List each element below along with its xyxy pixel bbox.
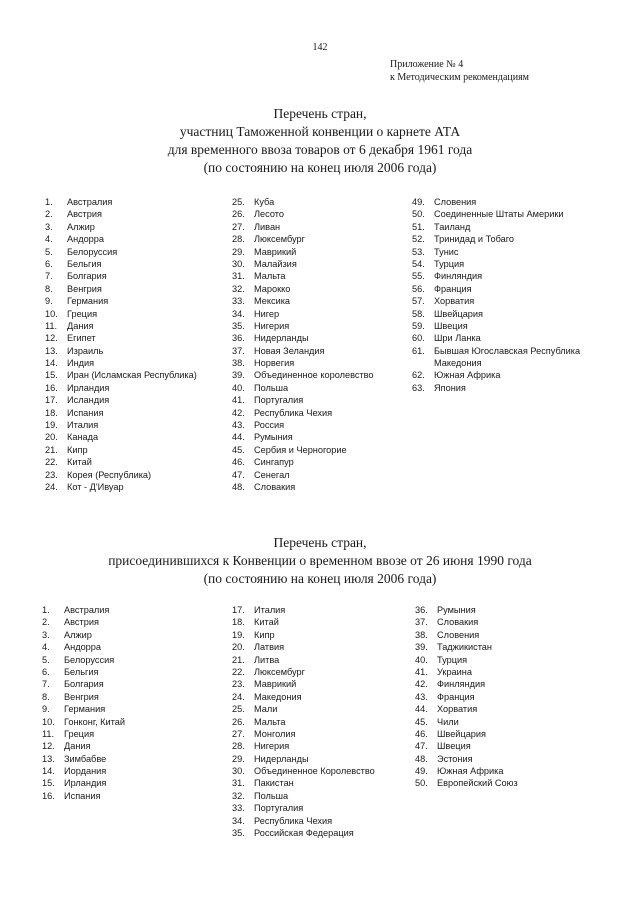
country-name: Объединенное Королевство [254,766,375,777]
country-name: Латвия [254,642,285,653]
country-name: Норвегия [254,358,295,369]
country-number: 30. [232,766,245,777]
country-number: 13. [45,345,58,356]
section2-title: Перечень стран, [273,535,367,550]
country-number: 35. [232,828,245,839]
country-name: Андорра [64,642,102,653]
country-number: 6. [42,666,50,677]
country-name: Бельгия [67,258,102,269]
country-name: Бывшая Югославская Республика Македония [434,345,581,369]
country-name: Сенегал [254,469,290,480]
country-name: Люксембург [254,666,305,677]
country-number: 47. [232,469,245,480]
country-number: 16. [45,382,58,393]
country-name: Пакистан [254,778,294,789]
country-number: 18. [45,407,58,418]
country-name: Нигерия [254,320,290,331]
section1-title: Перечень стран, [273,106,367,121]
country-number: 33. [232,296,245,307]
country-number: 35. [232,320,245,331]
country-name: Франция [434,283,472,294]
country-number: 34. [232,308,245,319]
country-number: 43. [232,420,245,431]
country-name: Канада [67,432,99,443]
country-name: Россия [254,420,285,431]
country-number: 58. [412,308,425,319]
country-name: Тринидад и Тобаго [434,234,515,245]
country-number: 26. [232,209,245,220]
country-number: 29. [232,246,245,257]
country-name: Республика Чехия [254,407,333,418]
country-name: Южная Африка [437,766,504,777]
country-name: Бельгия [64,666,99,677]
country-number: 48. [232,481,245,492]
country-name: Израиль [67,345,104,356]
country-number: 44. [232,432,245,443]
country-name: Румыния [254,432,293,443]
country-number: 50. [412,209,425,220]
country-name: Гонконг, Китай [64,716,126,727]
country-number: 22. [232,666,245,677]
country-name: Испания [67,407,104,418]
country-number: 40. [415,654,428,665]
country-number: 37. [232,345,245,356]
country-name: Германия [67,296,109,307]
country-name: Финляндия [437,679,486,690]
section2-subtitle-1: присоединившихся к Конвенции о временном ввозе от 26 июня 1990 года [108,553,532,568]
country-number: 51. [412,221,425,232]
country-number: 20. [45,432,58,443]
country-name: Польша [254,790,289,801]
country-name: Нидерланды [254,753,309,764]
appendix-reference: к Методическим рекомендациям [390,72,530,83]
country-number: 32. [232,283,245,294]
country-name: Европейский Союз [437,778,518,789]
country-number: 60. [412,333,425,344]
country-name: Марокко [254,283,291,294]
country-number: 8. [42,691,50,702]
country-name: Индия [67,358,95,369]
country-name: Австралия [67,197,113,207]
country-number: 4. [42,642,50,653]
country-name: Таджикистан [437,642,492,653]
country-number: 9. [42,704,50,715]
country-name: Дания [64,741,91,752]
country-name: Кипр [254,629,275,640]
country-number: 10. [42,716,55,727]
country-name: Австрия [64,617,99,628]
country-number: 49. [415,766,428,777]
country-name: Румыния [437,605,476,615]
country-number: 44. [415,704,428,715]
country-name: Соединенные Штаты Америки [434,209,564,220]
country-number: 41. [232,395,245,406]
country-number: 38. [232,358,245,369]
country-number: 54. [412,258,425,269]
country-name: Ирландия [67,382,110,393]
country-name: Ливан [254,221,281,232]
country-name: Австралия [64,605,110,615]
country-name: Чили [437,716,459,727]
country-number: 12. [45,333,58,344]
country-name: Македония [254,691,302,702]
country-name: Дания [67,320,94,331]
country-name: Испания [64,790,101,801]
country-number: 23. [45,469,58,480]
country-name: Нигер [254,308,280,319]
country-name: Швейцария [437,728,487,739]
country-name: Монголия [254,728,296,739]
country-number: 42. [232,407,245,418]
country-number: 15. [42,778,55,789]
country-name: Корея (Республика) [67,469,152,480]
country-name: Италия [254,605,286,615]
section1-subtitle-3: (по состоянию на конец июля 2006 года) [203,160,437,175]
country-name: Белоруссия [67,246,118,257]
country-name: Андорра [67,234,105,245]
country-name: Германия [64,704,106,715]
country-name: Исландия [67,395,110,406]
country-name: Польша [254,382,289,393]
country-number: 29. [232,753,245,764]
country-number: 46. [232,457,245,468]
page-number: 142 [312,42,328,53]
country-name: Италия [67,420,99,431]
country-name: Республика Чехия [254,815,333,826]
country-number: 25. [232,704,245,715]
country-number: 24. [45,481,58,492]
country-name: Мали [254,704,278,715]
country-number: 37. [415,617,428,628]
country-name: Швеция [437,741,471,752]
country-number: 56. [412,283,425,294]
country-name: Белоруссия [64,654,115,665]
country-name: Кот - Д'Ивуар [67,481,124,492]
country-name: Египет [67,333,96,344]
country-number: 61. [412,345,425,356]
country-number: 24. [232,691,245,702]
country-name: Словакия [437,617,479,628]
country-number: 25. [232,197,245,207]
country-number: 11. [42,728,55,739]
country-number: 55. [412,271,425,282]
country-number: 36. [232,333,245,344]
country-name: Иордания [64,766,107,777]
country-number: 49. [412,197,425,207]
country-name: Португалия [254,803,304,814]
country-name: Китай [254,617,279,628]
country-number: 23. [232,679,245,690]
country-name: Алжир [67,221,95,232]
country-number: 16. [42,790,55,801]
country-name: Южная Африка [434,370,501,381]
country-number: 42. [415,679,428,690]
country-name: Объединенное королевство [254,370,374,381]
country-name: Болгария [64,679,104,690]
country-number: 9. [45,296,53,307]
country-number: 18. [232,617,245,628]
country-number: 38. [415,629,428,640]
country-name: Япония [434,382,466,393]
country-name: Люксембург [254,234,305,245]
country-name: Словения [437,629,480,640]
country-number: 2. [45,209,53,220]
country-number: 33. [232,803,245,814]
country-number: 32. [232,790,245,801]
country-name: Нигерия [254,741,290,752]
country-number: 17. [45,395,58,406]
country-name: Хорватия [434,296,475,307]
country-number: 30. [232,258,245,269]
section1-subtitle-1: участниц Таможенной конвенции о карнете АТА [179,124,461,139]
country-number: 13. [42,753,55,764]
country-name: Хорватия [437,704,478,715]
country-name: Лесото [254,209,284,220]
country-number: 5. [42,654,50,665]
country-number: 31. [232,778,245,789]
country-number: 21. [45,444,58,455]
country-name: Словакия [254,481,296,492]
country-name: Маврикий [254,246,297,257]
country-name: Литва [254,654,280,665]
country-number: 3. [45,221,53,232]
section1-heading [0,105,640,177]
country-name: Австрия [67,209,102,220]
country-number: 14. [45,358,58,369]
country-name: Ирландия [64,778,107,789]
country-name: Мальта [254,271,286,282]
country-number: 62. [412,370,425,381]
country-name: Франция [437,691,475,702]
country-name: Мексика [254,296,291,307]
country-number: 47. [415,741,428,752]
country-number: 28. [232,234,245,245]
country-number: 10. [45,308,58,319]
country-number: 27. [232,728,245,739]
country-name: Шри Ланка [434,333,481,344]
country-number: 1. [45,197,53,207]
country-name: Алжир [64,629,92,640]
country-number: 20. [232,642,245,653]
country-name: Зимбабве [64,753,107,764]
country-number: 1. [42,605,50,615]
country-number: 17. [232,605,245,615]
country-name: Новая Зеландия [254,345,325,356]
country-number: 45. [232,444,245,455]
country-number: 27. [232,221,245,232]
country-name: Швеция [434,320,468,331]
country-number: 26. [232,716,245,727]
country-name: Греция [67,308,98,319]
country-name: Украина [437,666,472,677]
country-number: 46. [415,728,428,739]
country-name: Иран (Исламская Республика) [67,370,197,381]
country-name: Китай [67,457,92,468]
appendix-number: Приложение № 4 [390,59,464,70]
appendix-note [390,58,630,84]
country-number: 2. [42,617,50,628]
country-number: 15. [45,370,58,381]
country-name: Венгрия [67,283,102,294]
country-name: Турция [434,258,465,269]
country-number: 48. [415,753,428,764]
country-number: 6. [45,258,53,269]
country-name: Мальта [254,716,286,727]
country-number: 7. [42,679,50,690]
country-number: 57. [412,296,425,307]
country-number: 53. [412,246,425,257]
country-number: 40. [232,382,245,393]
country-name: Португалия [254,395,304,406]
country-number: 8. [45,283,53,294]
country-name: Сингапур [254,457,294,468]
country-name: Малайзия [254,258,297,269]
country-number: 36. [415,605,428,615]
country-number: 19. [45,420,58,431]
country-number: 43. [415,691,428,702]
country-name: Эстония [437,753,473,764]
country-name: Сербия и Черногорие [254,444,347,455]
country-number: 19. [232,629,245,640]
country-number: 45. [415,716,428,727]
country-name: Нидерланды [254,333,309,344]
country-number: 41. [415,666,428,677]
country-number: 50. [415,778,428,789]
country-name: Куба [254,197,275,207]
country-name: Швейцария [434,308,484,319]
country-name: Кипр [67,444,88,455]
section1-subtitle-2: для временного ввоза товаров от 6 декабря 1961 года [167,142,473,157]
country-number: 34. [232,815,245,826]
country-number: 3. [42,629,50,640]
country-number: 22. [45,457,58,468]
country-number: 14. [42,766,55,777]
country-number: 63. [412,382,425,393]
country-number: 59. [412,320,425,331]
country-name: Болгария [67,271,107,282]
country-number: 21. [232,654,245,665]
country-name: Венгрия [64,691,99,702]
country-name: Финляндия [434,271,483,282]
country-name: Греция [64,728,95,739]
country-number: 5. [45,246,53,257]
country-number: 7. [45,271,53,282]
section2-subtitle-2: (по состоянию на конец июля 2006 года) [203,571,437,586]
country-name: Таиланд [434,221,471,232]
country-number: 39. [232,370,245,381]
country-name: Турция [437,654,468,665]
country-number: 31. [232,271,245,282]
country-number: 12. [42,741,55,752]
country-number: 28. [232,741,245,752]
section2-heading [0,534,640,588]
country-number: 39. [415,642,428,653]
country-number: 11. [45,320,58,331]
country-name: Маврикий [254,679,297,690]
country-number: 52. [412,234,425,245]
country-name: Тунис [434,246,459,257]
country-name: Российская Федерация [254,828,354,839]
country-name: Словения [434,197,477,207]
country-number: 4. [45,234,53,245]
